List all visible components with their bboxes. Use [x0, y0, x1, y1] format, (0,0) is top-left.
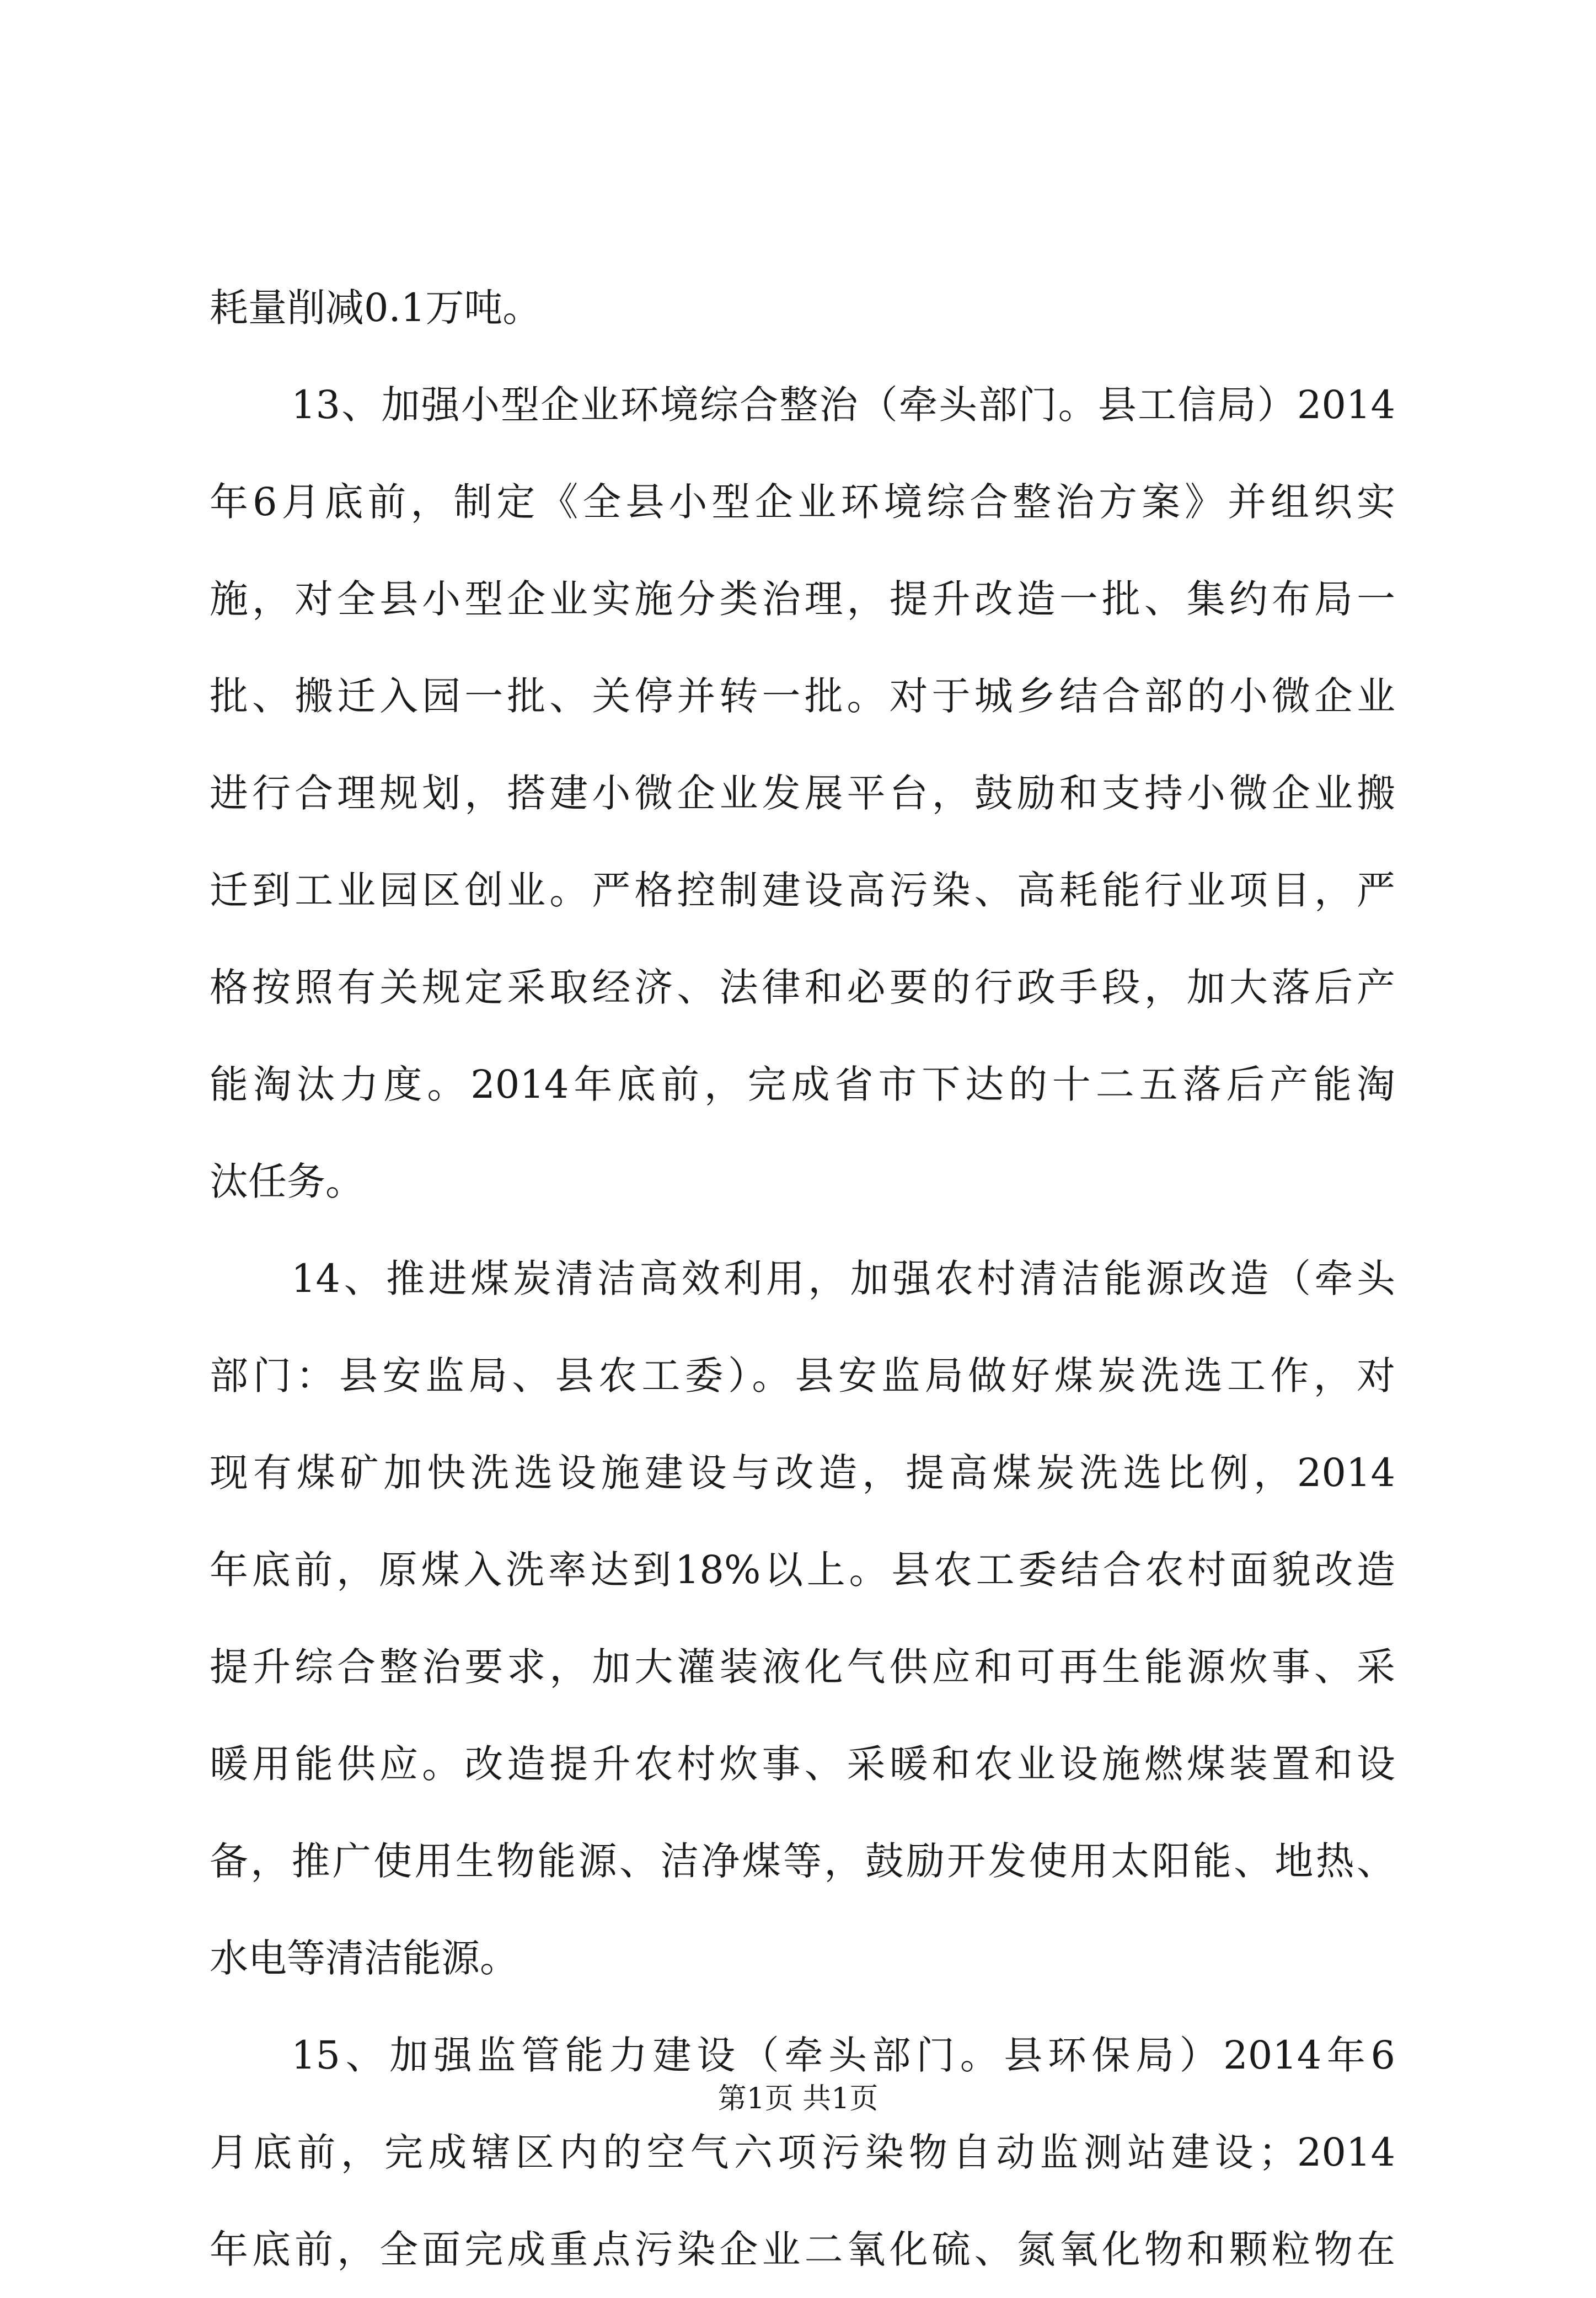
page-footer: 第1页 共1页 — [717, 2082, 879, 2115]
text-line: 年底前，全面完成重点污染企业二氧化硫、氮氧化物和颗粒物在 — [210, 2227, 1395, 2272]
text-line: 暖用能供应。改造提升农村炊事、采暖和农业设施燃煤装置和设 — [210, 1741, 1395, 1787]
text-line: 14、推进煤炭清洁高效利用，加强农村清洁能源改造（牵头 — [291, 1256, 1395, 1301]
text-line: 格按照有关规定采取经济、法律和必要的行政手段，加大落后产 — [210, 965, 1395, 1010]
text-line: 15、加强监管能力建设（牵头部门。县环保局）2014年6 — [291, 2033, 1395, 2078]
text-line: 提升综合整治要求，加大灌装液化气供应和可再生能源炊事、采 — [210, 1644, 1395, 1690]
text-line: 部门：县安监局、县农工委）。县安监局做好煤炭洗选工作，对 — [210, 1353, 1395, 1398]
text-line: 批、搬迁入园一批、关停并转一批。对于城乡结合部的小微企业 — [210, 674, 1395, 719]
text-line: 13、加强小型企业环境综合整治（牵头部门。县工信局）2014 — [291, 382, 1395, 427]
text-line: 水电等清洁能源。 — [210, 1936, 518, 1981]
text-line: 施，对全县小型企业实施分类治理，提升改造一批、集约布局一 — [210, 576, 1395, 622]
document-body — [210, 259, 1395, 2298]
text-line: 耗量削减0.1万吨。 — [210, 285, 542, 330]
text-line: 年底前，原煤入洗率达到18%以上。县农工委结合农村面貌改造 — [210, 1547, 1395, 1592]
text-line: 迁到工业园区创业。严格控制建设高污染、高耗能行业项目，严 — [210, 868, 1395, 913]
text-line: 备，推广使用生物能源、洁净煤等，鼓励开发使用太阳能、地热、 — [210, 1839, 1395, 1884]
text-line: 汰任务。 — [210, 1159, 364, 1204]
text-line: 月底前，完成辖区内的空气六项污染物自动监测站建设；2014 — [210, 2130, 1395, 2175]
text-line: 能淘汰力度。2014年底前，完成省市下达的十二五落后产能淘 — [210, 1062, 1395, 1107]
text-line: 进行合理规划，搭建小微企业发展平台，鼓励和支持小微企业搬 — [210, 771, 1395, 816]
text-line: 现有煤矿加快洗选设施建设与改造，提高煤炭洗选比例，2014 — [210, 1450, 1395, 1495]
text-line: 年6月底前，制定《全县小型企业环境综合整治方案》并组织实 — [210, 479, 1395, 525]
